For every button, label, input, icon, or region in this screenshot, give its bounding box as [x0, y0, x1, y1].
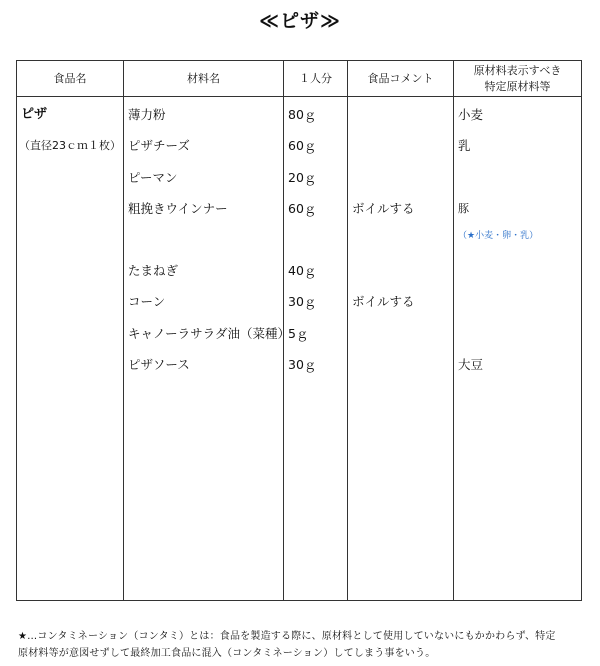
header-amount: １人分: [284, 61, 348, 97]
allergen-value: 豚: [458, 202, 469, 215]
amount-value: 30ｇ: [288, 357, 317, 372]
material-item: 薄力粉: [128, 107, 166, 122]
food-column: [17, 97, 124, 601]
contamination-note: （★小麦・卵・乳）: [458, 231, 539, 241]
page-title: ≪ピザ≫: [259, 10, 341, 32]
material-item: ピーマン: [128, 170, 178, 185]
material-item: キャノーラサラダ油（菜種）: [128, 326, 291, 341]
amount-value: 80ｇ: [288, 107, 317, 122]
comment-value: ボイルする: [352, 294, 415, 309]
header-allergen-line2: 特定原材料等: [484, 79, 551, 93]
amount-value: 5ｇ: [288, 326, 309, 341]
header-allergen: [454, 61, 582, 97]
table-body-row: [17, 97, 582, 601]
material-item: ピザソース: [128, 357, 190, 372]
amount-value: 40ｇ: [288, 263, 317, 278]
material-item: コーン: [128, 294, 166, 309]
header-food: 食品名: [17, 61, 124, 97]
allergen-value: 大豆: [458, 357, 484, 372]
contamination-footnote: [18, 628, 593, 662]
header-allergen-line1: 原材料表示すべき: [473, 63, 562, 77]
material-item: ピザチーズ: [128, 138, 190, 153]
amount-value: 60ｇ: [288, 201, 317, 216]
recipe-table: [16, 60, 582, 601]
food-name: ピザ: [21, 107, 48, 122]
allergen-value: 乳: [458, 138, 471, 153]
amount-value: 30ｇ: [288, 294, 317, 309]
allergen-column: [454, 97, 582, 601]
material-item: たまねぎ: [128, 263, 179, 278]
table-header-row: [17, 61, 582, 97]
amount-value: 60ｇ: [288, 138, 317, 153]
amount-column: [284, 97, 348, 601]
footnote-line: ★…コンタミネーション（コンタミ）とは：食品を製造する際に、原材料として使用していないにもかかわらず、特定: [18, 631, 556, 642]
header-material: 材料名: [124, 61, 284, 97]
food-size: （直径23ｃｍ１枚）: [19, 139, 121, 152]
footnote-line: 原材料等が意図せずして最終加工食品に混入（コンタミネーション）してしまう事をいう。: [18, 648, 436, 659]
material-column: [124, 97, 291, 601]
comment-value: ボイルする: [352, 201, 415, 216]
allergen-value: 小麦: [458, 107, 484, 122]
amount-value: 20ｇ: [288, 170, 317, 185]
comment-column: [348, 97, 454, 601]
material-item: 粗挽きウインナー: [128, 201, 228, 216]
header-comment: 食品コメント: [348, 61, 454, 97]
